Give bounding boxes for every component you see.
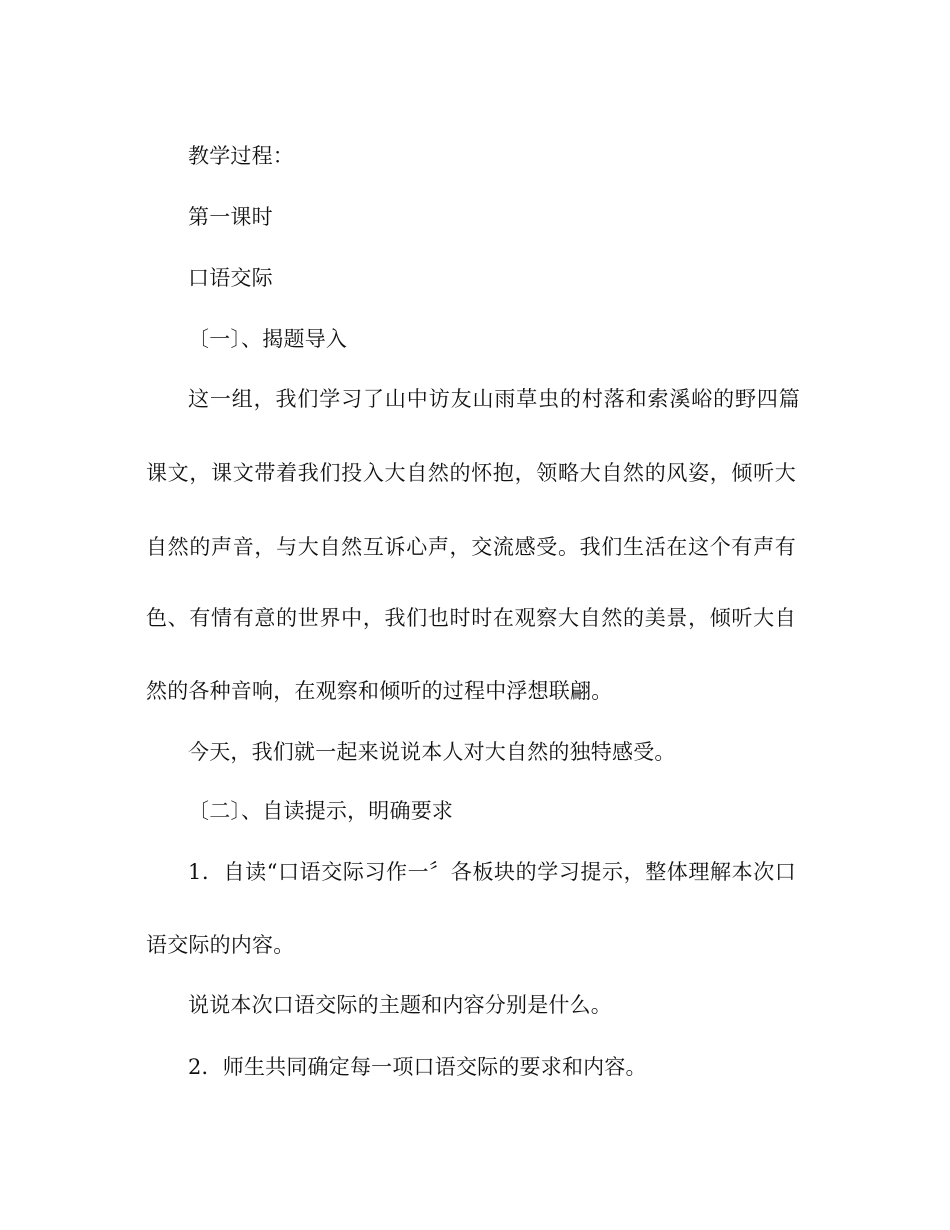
heading-first-lesson: 第一课时: [188, 205, 273, 229]
paragraph-1-line-1: 这一组，我们学习了山中访友山雨草虫的村落和索溪峪的野四篇: [188, 387, 800, 411]
paragraph-2: 今天，我们就一起来说说本人对大自然的独特感受。: [188, 740, 676, 764]
item-1-followup: 说说本次口语交际的主题和内容分别是什么。: [188, 993, 612, 1017]
paragraph-1-line-4: 色、有情有意的世界中，我们也时时在观察大自然的美景，倾听大自: [146, 606, 796, 630]
heading-oral-communication: 口语交际: [188, 266, 273, 290]
section-2-title: 〔二〕、自读提示，明确要求: [188, 799, 454, 823]
item-1-line-2: 语交际的内容。: [146, 933, 295, 957]
paragraph-1-line-3: 自然的声音，与大自然互诉心声，交流感受。我们生活在这个有声有: [146, 535, 796, 559]
item-1-line-1: 1．自读“口语交际习作一〞各板块的学习提示，整体理解本次口: [188, 860, 796, 884]
section-1-title: 〔一〕、揭题导入: [188, 327, 348, 351]
paragraph-1-line-2: 课文，课文带着我们投入大自然的怀抱，领略大自然的风姿，倾听大: [146, 461, 796, 485]
paragraph-1-line-5: 然的各种音响，在观察和倾听的过程中浮想联翩。: [146, 679, 613, 703]
item-2: 2．师生共同确定每一项口语交际的要求和内容。: [188, 1055, 647, 1079]
heading-teaching-process: 教学过程：: [188, 144, 294, 168]
